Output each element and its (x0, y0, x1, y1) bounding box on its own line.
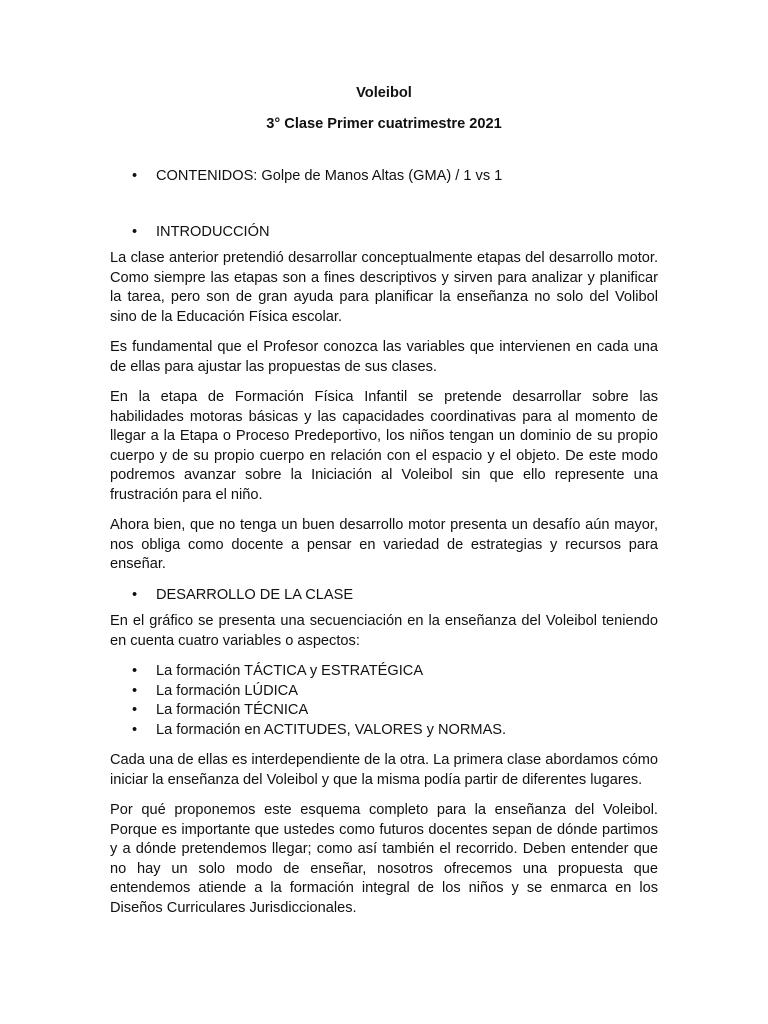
desarrollo-intro: En el gráfico se presenta una secuenciación en la enseñanza del Voleibol teniendo en cuenta cuatro variables o aspectos: (110, 613, 658, 649)
document-subtitle: 3° Clase Primer cuatrimestre 2021 (266, 115, 502, 132)
contenidos-item: • CONTENIDOS: Golpe de Manos Altas (GMA) / 1 vs 1 (110, 167, 658, 187)
intro-paragraph-1: La clase anterior pretendió desarrollar conceptualmente etapas del desarrollo motor. Como siempre las etapas son a fines descriptivos y sirven para analizar y planificar la tarea, pero son de gran ayuda para planificar la enseñanza no solo del Volibol sino de la Educación Física escolar. (110, 250, 658, 325)
introduccion-heading-list (110, 223, 658, 243)
aspect-item: • La formación TÁCTICA y ESTRATÉGICA (110, 662, 658, 682)
aspect-item: • La formación TÉCNICA (110, 701, 658, 721)
desarrollo-paragraph-1: Cada una de ellas es interdependiente de la otra. La primera clase abordamos cómo iniciar la enseñanza del Voleibol y que la misma podía partir de diferentes lugares. (110, 752, 658, 788)
desarrollo-heading: • DESARROLLO DE LA CLASE (110, 586, 658, 606)
document-page (110, 84, 658, 929)
contenidos-list (110, 167, 658, 187)
aspect-item: • La formación en ACTITUDES, VALORES y NORMAS. (110, 721, 658, 741)
aspects-list (110, 662, 658, 740)
desarrollo-heading-list (110, 586, 658, 606)
intro-paragraph-2: Es fundamental que el Profesor conozca las variables que intervienen en cada una de ellas para ajustar las propuestas de sus clases. (110, 339, 658, 375)
document-title: Voleibol (356, 85, 412, 101)
intro-paragraph-3: En la etapa de Formación Física Infantil se pretende desarrollar sobre las habilidades motoras básicas y las capacidades coordinativas para al momento de llegar a la Etapa o Proceso Predeportivo, los niños tengan un dominio de su propio cuerpo y de su propio cuerpo en relación con el espacio y el objeto. De este modo podremos avanzar sobre la Iniciación al Voleibol sin que ello represente una frustración para el niño. (110, 389, 658, 503)
intro-paragraph-4: Ahora bien, que no tenga un buen desarrollo motor presenta un desafío aún mayor, nos obliga como docente a pensar en variedad de estrategias y recursos para enseñar. (110, 517, 658, 572)
introduccion-heading: • INTRODUCCIÓN (110, 223, 658, 243)
desarrollo-paragraph-2: Por qué proponemos este esquema completo para la enseñanza del Voleibol. Porque es importante que ustedes como futuros docentes sepan de dónde partimos y a dónde pretendemos llegar; como así también el recorrido. Deben entender que no hay un solo modo de enseñar, nosotros ofrecemos una propuesta que entendemos atiende a la formación integral de los niños y se enmarca en los Diseños Curriculares Jurisdiccionales. (110, 802, 658, 916)
aspect-item: • La formación LÚDICA (110, 682, 658, 702)
